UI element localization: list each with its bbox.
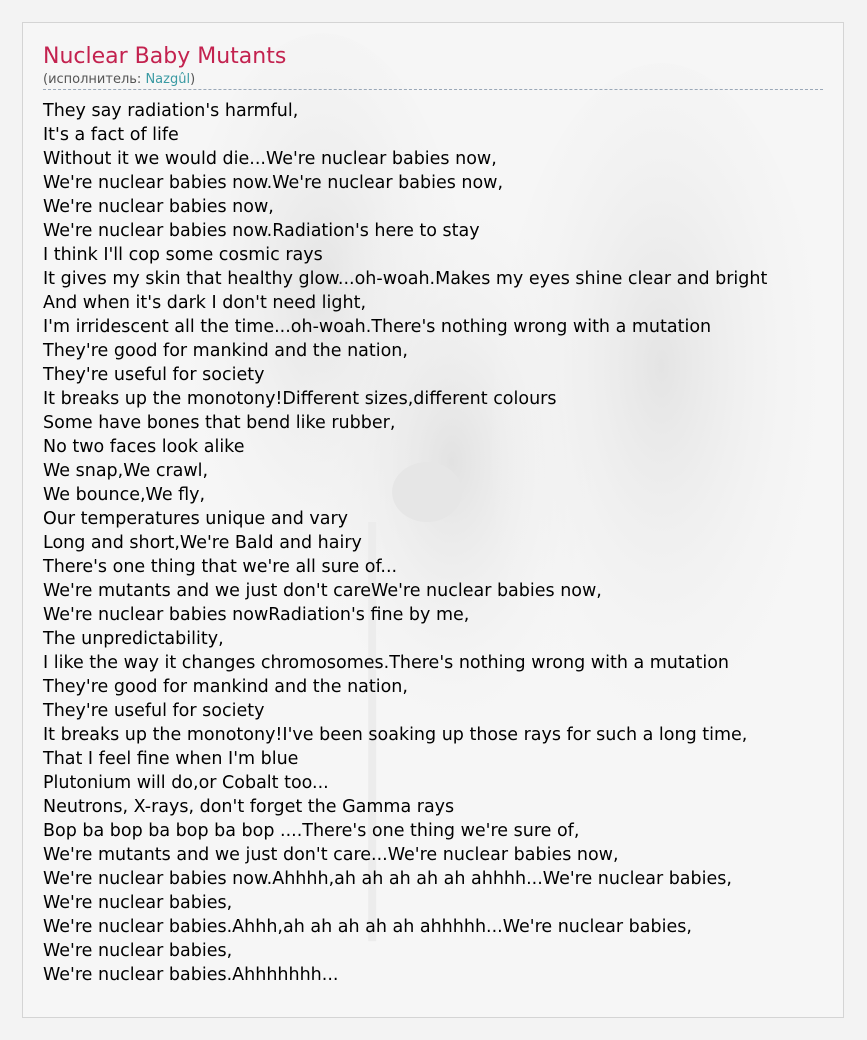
lyric-line: Long and short,We're Bald and hairy: [43, 533, 362, 553]
artist-prefix: (исполнитель:: [43, 72, 146, 87]
lyric-line: They're good for mankind and the nation,: [43, 677, 408, 697]
lyric-line: They're useful for society: [43, 701, 265, 721]
lyrics-body: [43, 99, 843, 987]
lyric-line: I like the way it changes chromosomes.There's nothing wrong with a mutation: [43, 653, 730, 673]
artist-link[interactable]: Nazgûl: [145, 72, 191, 87]
lyric-line: It breaks up the monotony!Different sizes,different colours: [43, 389, 557, 409]
lyric-line: Plutonium will do,or Cobalt too...: [43, 773, 329, 793]
lyric-line: We're nuclear babies,: [43, 941, 233, 961]
lyric-line: Some have bones that bend like rubber,: [43, 413, 396, 433]
artist-suffix: ): [190, 72, 196, 87]
lyric-line: That I feel fine when I'm blue: [43, 749, 299, 769]
lyric-line: We're mutants and we just don't careWe're nuclear babies now,: [43, 581, 602, 601]
lyric-line: We're nuclear babies.Ahhh,ah ah ah ah ah ahhhhh...We're nuclear babies,: [43, 917, 692, 937]
lyric-line: Our temperatures unique and vary: [43, 509, 348, 529]
lyric-line: We're nuclear babies now.Ahhhh,ah ah ah ah ah ahhhh...We're nuclear babies,: [43, 869, 732, 889]
lyric-line: We're nuclear babies.Ahhhhhhh...: [43, 965, 339, 985]
lyric-line: Bop ba bop ba bop ba bop ....There's one thing we're sure of,: [43, 821, 580, 841]
lyric-line: They're good for mankind and the nation,: [43, 341, 408, 361]
lyric-line: We snap,We crawl,: [43, 461, 209, 481]
song-meta: [43, 72, 843, 88]
lyric-line: They say radiation's harmful,: [43, 101, 299, 121]
lyric-line: I'm irridescent all the time...oh-woah.There's nothing wrong with a mutation: [43, 317, 712, 337]
song-content: [43, 43, 843, 987]
lyric-line: The unpredictability,: [43, 629, 224, 649]
lyric-line: I think I'll cop some cosmic rays: [43, 245, 323, 265]
lyric-line: They're useful for society: [43, 365, 265, 385]
lyric-line: There's one thing that we're all sure of...: [43, 557, 398, 577]
lyric-line: No two faces look alike: [43, 437, 245, 457]
title-divider: [43, 89, 823, 90]
song-title: Nuclear Baby Mutants: [43, 44, 287, 69]
lyric-line: We're nuclear babies now.Radiation's here to stay: [43, 221, 480, 241]
lyric-line: We're nuclear babies,: [43, 893, 233, 913]
lyric-line: It gives my skin that healthy glow...oh-woah.Makes my eyes shine clear and bright: [43, 269, 768, 289]
lyric-line: Without it we would die...We're nuclear babies now,: [43, 149, 497, 169]
lyric-line: We're mutants and we just don't care...We're nuclear babies now,: [43, 845, 619, 865]
lyric-line: We bounce,We fly,: [43, 485, 206, 505]
lyric-line: We're nuclear babies nowRadiation's fine by me,: [43, 605, 470, 625]
lyric-line: Neutrons, X-rays, don't forget the Gamma rays: [43, 797, 455, 817]
lyric-line: We're nuclear babies now.We're nuclear babies now,: [43, 173, 504, 193]
lyric-line: We're nuclear babies now,: [43, 197, 274, 217]
lyric-line: It breaks up the monotony!I've been soaking up those rays for such a long time,: [43, 725, 748, 745]
lyric-line: And when it's dark I don't need light,: [43, 293, 367, 313]
lyric-line: It's a fact of life: [43, 125, 179, 145]
lyrics-card: [22, 22, 844, 1018]
